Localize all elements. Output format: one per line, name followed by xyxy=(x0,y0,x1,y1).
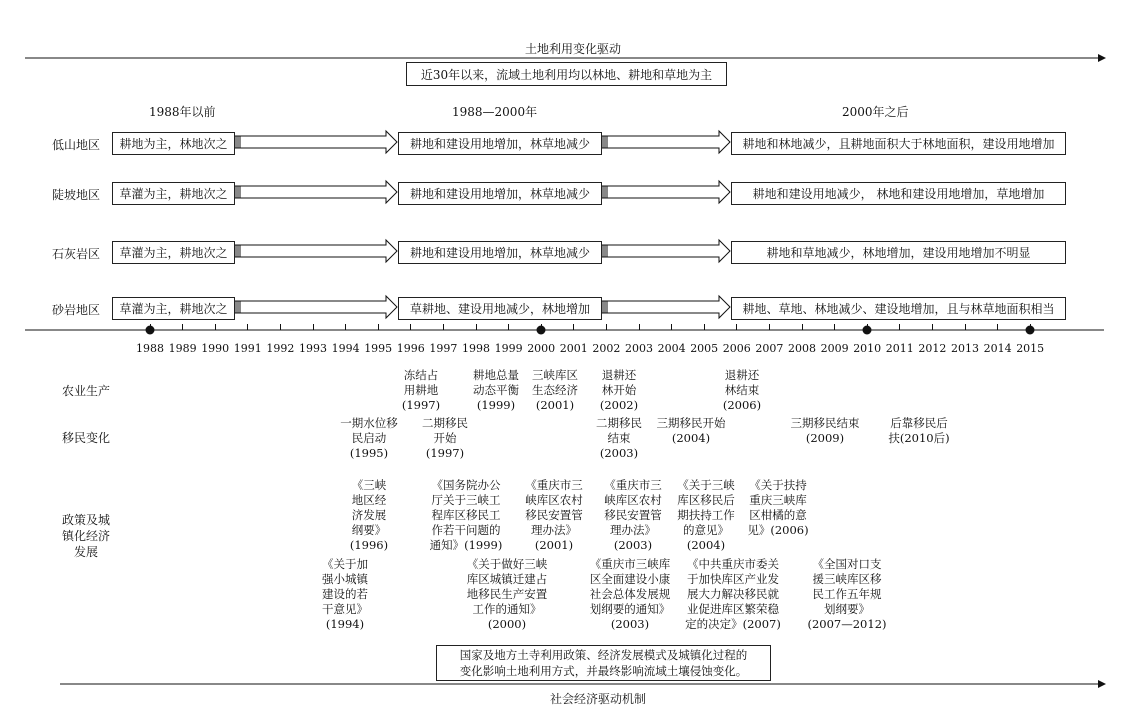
region-p3-box: 耕地和建设用地减少， 林地和建设用地增加，草地增加 xyxy=(731,182,1066,205)
year-label: 2014 xyxy=(983,342,1012,355)
year-tick xyxy=(704,324,705,330)
migration-event: 后靠移民后 扶(2010后) xyxy=(888,416,950,445)
year-label: 2006 xyxy=(722,342,751,355)
policy-event: 《中共重庆市委关 于加快库区产业发 展大力解决移民就 业促进库区繁荣稳 定的决定》(2007) xyxy=(685,557,781,631)
year-label: 2005 xyxy=(690,342,719,355)
flow-arrow xyxy=(234,131,397,153)
period-1: 1988年以前 xyxy=(149,105,216,119)
year-tick xyxy=(443,324,444,330)
year-label: 1998 xyxy=(462,342,490,355)
region-p3-box: 耕地和林地减少，且耕地面积大于林地面积，建设用地增加 xyxy=(731,132,1066,155)
migration-event: 二期移民 开始 (1997) xyxy=(422,416,468,460)
year-tick xyxy=(899,324,900,330)
bottom-axis-label: 社会经济驱动机制 xyxy=(550,692,647,706)
policy-event: 《国务院办公 厅关于三峡工 程库区移民工 作若干问题的 通知》(1999) xyxy=(429,478,503,552)
region-label: 低山地区 xyxy=(52,138,101,152)
year-label: 2000 xyxy=(527,342,556,355)
year-label: 2010 xyxy=(853,342,882,355)
flow-arrow xyxy=(234,240,397,262)
region-p2-box: 耕地和建设用地增加，林草地减少 xyxy=(398,182,602,205)
migration-event: 三期移民结束 (2009) xyxy=(790,416,860,445)
region-p2-box: 草耕地、建设用地减少，林地增加 xyxy=(398,297,602,320)
policy-event: 《关于做好三峡 库区城镇迁建占 地移民生产安置 工作的通知》 (2000) xyxy=(466,557,548,631)
agriculture-event: 耕地总量 动态平衡 (1999) xyxy=(473,368,519,412)
year-tick xyxy=(280,324,281,330)
row-label-agriculture: 农业生产 xyxy=(62,384,111,398)
year-label: 1996 xyxy=(396,342,425,355)
region-p1-box: 草灌为主，耕地次之 xyxy=(112,297,235,320)
milestone-dot xyxy=(863,326,872,335)
agriculture-event: 冻结占 用耕地 (1997) xyxy=(401,368,441,412)
period-3: 2000年之后 xyxy=(842,105,909,119)
year-label: 2007 xyxy=(755,342,784,355)
policy-event: 《重庆市三 峡库区农村 移民安置管 理办法》 (2003) xyxy=(604,478,662,552)
period-2: 1988—2000年 xyxy=(452,105,538,119)
region-p2-box: 耕地和建设用地增加，林草地减少 xyxy=(398,241,602,264)
year-label: 1988 xyxy=(136,342,164,355)
policy-event: 《重庆市三峡库 区全面建设小康 社会总体发展规 划纲要的通知》 (2003) xyxy=(589,557,671,631)
year-label: 1995 xyxy=(364,342,393,355)
year-label: 2015 xyxy=(1016,342,1045,355)
region-p3-box: 耕地、草地、林地减少、建设地增加，且与林草地面积相当 xyxy=(731,297,1066,320)
flow-arrow xyxy=(234,296,397,318)
year-tick xyxy=(639,324,640,330)
region-label: 陡坡地区 xyxy=(52,188,101,202)
row-label-policy: 政策及城镇化经济发展 xyxy=(61,513,110,559)
year-tick xyxy=(410,324,411,330)
year-tick xyxy=(247,324,248,330)
policy-event: 《全国对口支 援三峡库区移 民工作五年规 划纲要》 (2007—2012) xyxy=(807,557,887,631)
year-label: 2009 xyxy=(820,342,849,355)
year-label: 1991 xyxy=(233,342,262,355)
region-p2-box: 耕地和建设用地增加，林草地减少 xyxy=(398,132,602,155)
year-label: 1993 xyxy=(299,342,327,355)
year-tick xyxy=(182,324,183,330)
year-label: 1990 xyxy=(201,342,230,355)
top-summary-box: 近30年以来，流域土地利用均以林地、耕地和草地为主 xyxy=(406,62,727,86)
year-tick xyxy=(378,324,379,330)
year-label: 2002 xyxy=(592,342,621,355)
agriculture-event: 退耕还 林结束 (2006) xyxy=(722,368,762,412)
milestone-dot xyxy=(537,326,546,335)
policy-event: 《关于加 强小城镇 建设的若 干意见》 (1994) xyxy=(322,557,368,631)
year-label: 2004 xyxy=(657,342,686,355)
year-tick xyxy=(736,324,737,330)
year-tick xyxy=(932,324,933,330)
year-tick xyxy=(997,324,998,330)
region-label: 石灰岩区 xyxy=(52,247,101,261)
year-tick xyxy=(671,324,672,330)
year-tick xyxy=(606,324,607,330)
year-label: 1989 xyxy=(168,342,197,355)
region-p1-box: 草灌为主，耕地次之 xyxy=(112,182,235,205)
flow-arrow xyxy=(234,181,397,203)
year-label: 2001 xyxy=(559,342,588,355)
year-tick xyxy=(508,324,509,330)
row-label-migration: 移民变化 xyxy=(62,431,111,445)
region-p1-box: 耕地为主，林地次之 xyxy=(112,132,235,155)
year-tick xyxy=(769,324,770,330)
policy-event: 《关于三峡 库区移民后 期扶持工作 的意见》 (2004) xyxy=(677,478,735,552)
milestone-dot xyxy=(1026,326,1035,335)
year-label: 1994 xyxy=(331,342,360,355)
flow-arrow xyxy=(601,296,730,318)
migration-event: 三期移民开始 (2004) xyxy=(656,416,726,445)
region-p3-box: 耕地和草地减少，林地增加，建设用地增加不明显 xyxy=(731,241,1066,264)
migration-event: 二期移民 结束 (2003) xyxy=(596,416,642,460)
year-label: 2013 xyxy=(951,342,979,355)
year-label: 2012 xyxy=(918,342,947,355)
migration-event: 一期水位移 民启动 (1995) xyxy=(340,416,398,460)
region-label: 砂岩地区 xyxy=(52,303,101,317)
year-tick xyxy=(345,324,346,330)
region-p1-box: 草灌为主，耕地次之 xyxy=(112,241,235,264)
year-tick xyxy=(215,324,216,330)
year-tick xyxy=(476,324,477,330)
flow-arrow xyxy=(601,181,730,203)
year-tick xyxy=(313,324,314,330)
top-axis-label: 土地利用变化驱动 xyxy=(525,42,622,56)
milestone-dot xyxy=(146,326,155,335)
year-label: 2003 xyxy=(625,342,653,355)
flow-arrow xyxy=(601,240,730,262)
bottom-summary-box: 国家及地方土寺利用政策、经济发展模式及城镇化过程的 变化影响土地利用方式，并最终影响流域土壤侵蚀变化。 xyxy=(436,645,771,681)
year-label: 2011 xyxy=(885,342,914,355)
policy-event: 《关于扶持 重庆三峡库 区柑橘的意 见》(2006) xyxy=(747,478,809,537)
agriculture-event: 退耕还 林开始 (2002) xyxy=(599,368,639,412)
agriculture-event: 三峡库区 生态经济 (2001) xyxy=(532,368,578,412)
year-label: 1999 xyxy=(494,342,523,355)
policy-event: 《三峡 地区经 济发展 纲要》 (1996) xyxy=(349,478,389,552)
flow-arrow xyxy=(601,131,730,153)
year-label: 1992 xyxy=(266,342,295,355)
year-tick xyxy=(834,324,835,330)
policy-event: 《重庆市三 峡库区农村 移民安置管 理办法》 (2001) xyxy=(525,478,583,552)
year-label: 2008 xyxy=(788,342,816,355)
year-tick xyxy=(573,324,574,330)
year-tick xyxy=(802,324,803,330)
year-label: 1997 xyxy=(429,342,458,355)
year-tick xyxy=(965,324,966,330)
